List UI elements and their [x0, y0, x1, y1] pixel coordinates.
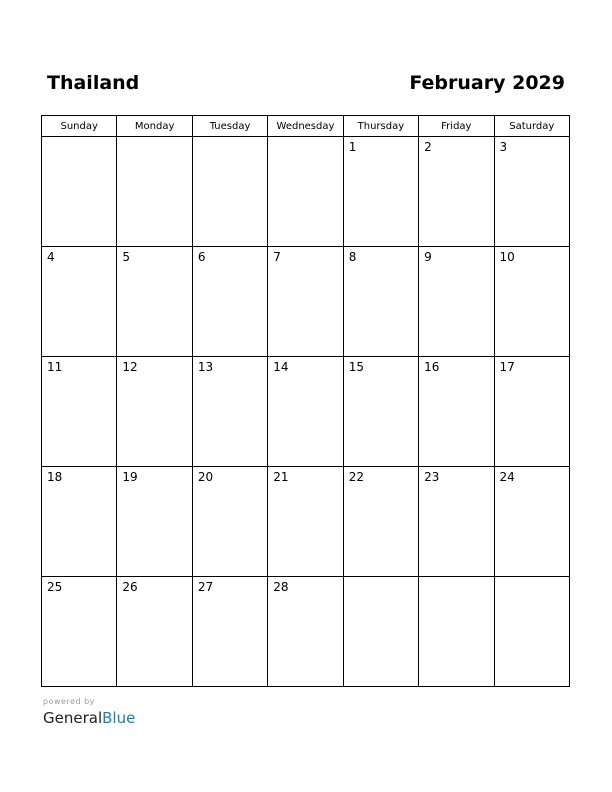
day-cell — [42, 577, 117, 687]
day-cell — [268, 577, 343, 687]
weekday-thursday: Thursday — [343, 116, 418, 137]
day-cell — [419, 137, 494, 247]
day-number: 3 — [499, 140, 508, 154]
day-number: 6 — [197, 250, 206, 264]
day-number: 22 — [348, 470, 364, 484]
day-number: 10 — [499, 250, 515, 264]
weekday-friday: Friday — [419, 116, 494, 137]
day-number: 27 — [197, 580, 214, 594]
calendar-grid — [41, 115, 570, 687]
week-row — [42, 247, 570, 357]
day-cell — [494, 577, 569, 687]
day-number: 2 — [424, 140, 432, 154]
day-cell — [117, 357, 192, 467]
day-cell — [343, 577, 418, 687]
day-cell — [117, 247, 192, 357]
day-number: 21 — [273, 470, 289, 484]
powered-by-text: powered by — [43, 697, 95, 706]
day-number: 24 — [499, 470, 515, 484]
day-cell — [42, 357, 117, 467]
day-cell — [192, 137, 267, 247]
weekday-header-row — [42, 116, 570, 137]
weekday-monday: Monday — [117, 116, 192, 137]
day-cell — [42, 467, 117, 577]
week-row — [42, 467, 570, 577]
day-number: 11 — [47, 360, 63, 374]
day-number: 25 — [47, 580, 63, 594]
day-number: 20 — [197, 470, 214, 484]
brand-general-text: General — [43, 709, 103, 727]
day-number: 13 — [197, 360, 214, 374]
day-number: 26 — [122, 580, 138, 594]
day-number: 14 — [273, 360, 289, 374]
day-cell — [268, 247, 343, 357]
day-number — [268, 137, 342, 140]
day-number — [344, 577, 418, 580]
day-number: 1 — [348, 140, 357, 154]
day-cell — [192, 467, 267, 577]
day-cell — [192, 577, 267, 687]
week-row — [42, 357, 570, 467]
day-number: 5 — [122, 250, 131, 264]
day-cell — [343, 137, 418, 247]
day-cell — [192, 357, 267, 467]
footer-branding — [43, 697, 135, 728]
day-number: 16 — [424, 360, 440, 374]
day-cell — [419, 247, 494, 357]
day-number: 17 — [499, 360, 515, 374]
day-cell — [117, 577, 192, 687]
day-number: 18 — [47, 470, 63, 484]
weekday-tuesday: Tuesday — [192, 116, 267, 137]
day-cell — [494, 137, 569, 247]
day-number — [419, 577, 493, 580]
day-number: 12 — [122, 360, 138, 374]
day-cell — [343, 467, 418, 577]
day-number: 19 — [122, 470, 138, 484]
day-cell — [419, 577, 494, 687]
weekday-wednesday: Wednesday — [268, 116, 343, 137]
week-row — [42, 137, 570, 247]
day-cell — [494, 247, 569, 357]
day-cell — [117, 137, 192, 247]
day-number: 4 — [47, 250, 55, 264]
day-number: 28 — [273, 580, 289, 594]
day-cell — [494, 467, 569, 577]
country-title: Thailand — [47, 72, 140, 94]
day-number: 23 — [424, 470, 440, 484]
day-cell — [268, 137, 343, 247]
day-number: 9 — [424, 250, 432, 264]
day-number: 7 — [273, 250, 281, 264]
day-cell — [268, 467, 343, 577]
day-cell — [419, 467, 494, 577]
day-cell — [343, 247, 418, 357]
day-number — [495, 577, 569, 580]
day-cell — [494, 357, 569, 467]
day-cell — [419, 357, 494, 467]
weekday-saturday: Saturday — [494, 116, 569, 137]
day-cell — [192, 247, 267, 357]
day-number — [193, 137, 267, 140]
day-cell — [268, 357, 343, 467]
brand-blue-text: Blue — [102, 709, 136, 727]
generalblue-logo — [43, 708, 135, 728]
weekday-sunday: Sunday — [42, 116, 117, 137]
day-cell — [117, 467, 192, 577]
day-number: 15 — [348, 360, 364, 374]
day-number — [117, 137, 191, 140]
day-number — [42, 137, 116, 140]
day-cell — [42, 247, 117, 357]
week-row — [42, 577, 570, 687]
day-cell — [42, 137, 117, 247]
day-cell — [343, 357, 418, 467]
day-number: 8 — [348, 250, 357, 264]
month-year-title: February 2029 — [409, 72, 565, 94]
